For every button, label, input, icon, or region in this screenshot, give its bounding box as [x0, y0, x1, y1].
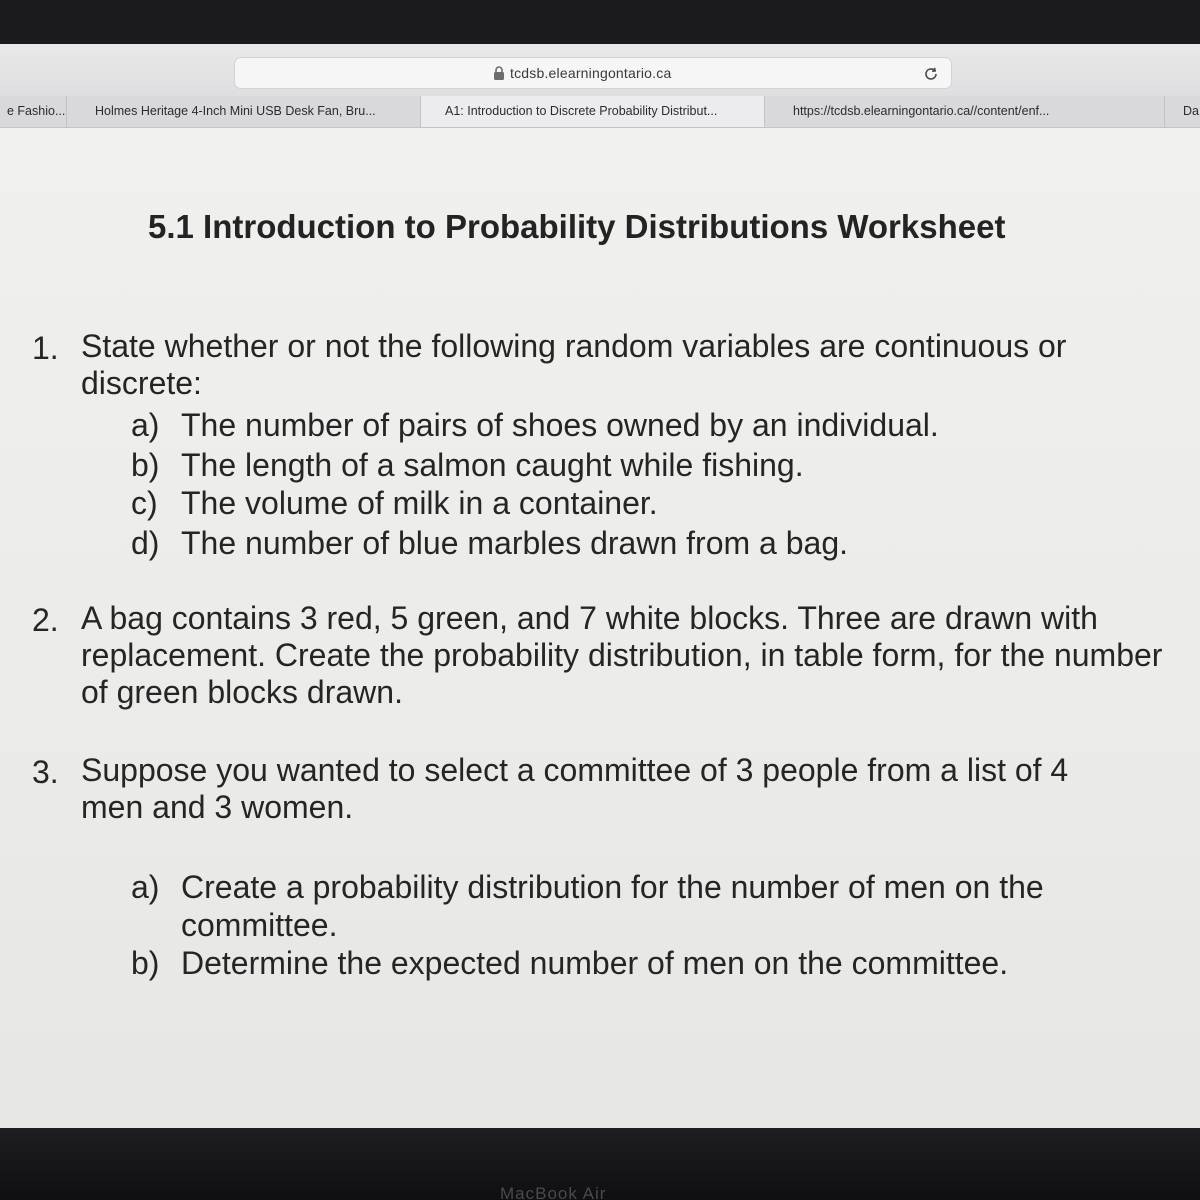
question-part: [131, 868, 1091, 944]
tab-label: e Fashio...: [7, 104, 66, 118]
reload-icon[interactable]: [921, 64, 941, 84]
question-part: [131, 406, 1131, 444]
worksheet-page: [0, 128, 1200, 1128]
tab-elearning-content[interactable]: [764, 96, 1164, 127]
tab-desk-fan[interactable]: [66, 96, 420, 127]
lock-icon: [493, 66, 505, 80]
question-text: A bag contains 3 red, 5 green, and 7 white blocks. Three are drawn with replacement. Create the probability distribution, in table form, for the number of green blocks drawn.: [81, 600, 1163, 710]
device-label: MacBook Air: [500, 1184, 607, 1200]
question-part: [131, 484, 1131, 522]
page-title: 5.1 Introduction to Probability Distributions Worksheet: [148, 208, 1006, 245]
tab-bar: [0, 96, 1200, 128]
part-letter: c): [131, 485, 158, 521]
tab-da[interactable]: [1164, 96, 1200, 127]
tab-label: https://tcdsb.elearningontario.ca//content/enf...: [793, 104, 1050, 118]
question-number: 3.: [32, 754, 59, 790]
address-text: tcdsb.elearningontario.ca: [510, 65, 672, 81]
part-text: The volume of milk in a container.: [181, 485, 658, 521]
part-letter: a): [131, 869, 160, 905]
part-letter: b): [131, 447, 160, 483]
question-part: [131, 524, 1131, 562]
part-text: The number of blue marbles drawn from a bag.: [181, 525, 848, 561]
tab-label: Holmes Heritage 4-Inch Mini USB Desk Fan, Bru...: [95, 104, 376, 118]
tab-label: Da: [1183, 104, 1199, 118]
part-text: Determine the expected number of men on the committee.: [181, 945, 1009, 981]
tab-label: A1: Introduction to Discrete Probability Distribut...: [445, 104, 718, 118]
question-number: 2.: [32, 602, 59, 638]
tab-discrete-probability[interactable]: [420, 96, 764, 127]
address-bar[interactable]: [234, 57, 952, 89]
question-number: 1.: [32, 330, 59, 366]
question-part: [131, 944, 1091, 982]
question-text: State whether or not the following random variables are continuous or discrete:: [81, 328, 1067, 401]
question-part: [131, 446, 1131, 484]
laptop-bezel: [0, 1128, 1200, 1200]
part-letter: d): [131, 525, 160, 561]
part-letter: a): [131, 407, 160, 443]
part-letter: b): [131, 945, 160, 981]
browser-toolbar: [0, 44, 1200, 98]
part-text: The length of a salmon caught while fishing.: [181, 447, 804, 483]
part-text: Create a probability distribution for the number of men on the committee.: [181, 869, 1044, 943]
part-text: The number of pairs of shoes owned by an individual.: [181, 407, 939, 443]
tab-fashion[interactable]: [0, 96, 66, 127]
question-text: Suppose you wanted to select a committee of 3 people from a list of 4 men and 3 women.: [81, 752, 1069, 825]
